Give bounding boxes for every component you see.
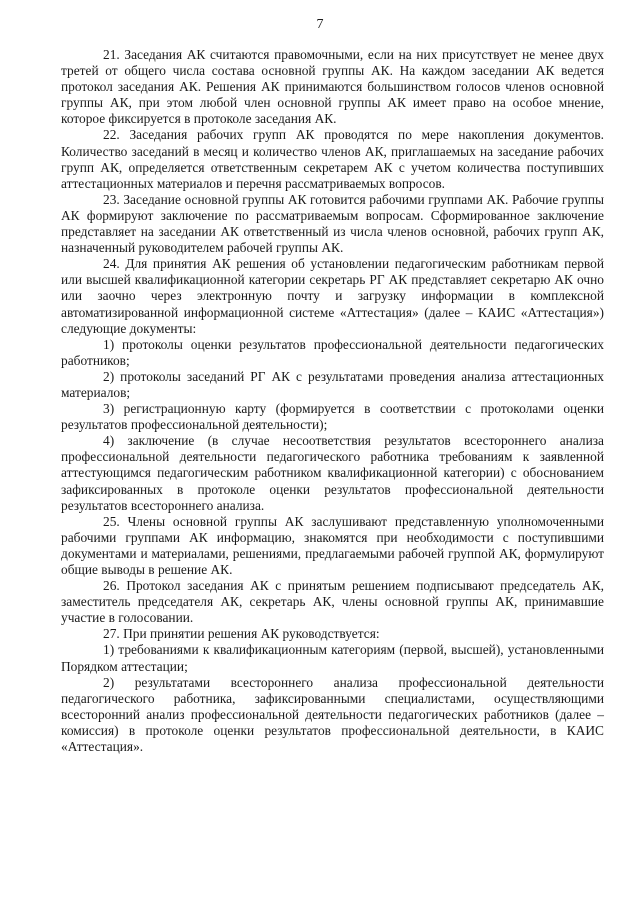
paragraph-27: 27. При принятии решения АК руководствуется: <box>103 626 380 642</box>
list-item-27-2: 2) результатами всестороннего анализа профессиональной деятельности педагогического работника, зафиксированными специалистами, осуществляющими всесторонний анализ профессиональной деятельности педагогических работников (далее – комиссия) в протоколе оценки результатов профессиональной деятельности, в КАИС «Аттестация». <box>61 674 604 755</box>
list-item-27-1: 1) требованиями к квалификационным категориям (первой, высшей), установленными Порядком аттестации; <box>61 642 604 674</box>
list-item-24-2: 2) протоколы заседаний РГ АК с результатами проведения анализа аттестационных материалов; <box>61 368 604 400</box>
paragraph-21: 21. Заседания АК считаются правомочными, если на них присутствует не менее двух третей от общего числа состава основной группы АК. На каждом заседании АК ведется протокол заседания АК. Решения АК принимаются большинством голосов членов основной группы АК, при этом любой член основной группы АК имеет право на особое мнение, которое фиксируется в протоколе заседания АК. <box>61 47 604 127</box>
list-item-24-3: 3) регистрационную карту (формируется в соответствии с протоколами оценки результатов профессиональной деятельности); <box>61 401 604 433</box>
paragraph-22: 22. Заседания рабочих групп АК проводятся по мере накопления документов. Количество заседаний в месяц и количество членов АК, приглашаемых на заседание рабочих групп АК, определяется ответственным секретарем АК с учетом количества поступивших аттестационных материалов и перечня рассматриваемых вопросов. <box>61 127 604 191</box>
paragraph-26: 26. Протокол заседания АК с принятым решением подписывают председатель АК, заместитель председателя АК, секретарь АК, члены основной группы АК, принимавшие участие в голосовании. <box>61 578 604 626</box>
paragraph-24: 24. Для принятия АК решения об установлении педагогическим работникам первой или высшей квалификационной категории секретарь РГ АК представляет секретарю АК очно или заочно через электронную почту и загрузку информации в комплексной автоматизированной информационной системе «Аттестация» (далее – КАИС «Аттестация») следующие документы: <box>61 256 604 336</box>
list-item-24-1: 1) протоколы оценки результатов профессиональной деятельности педагогических работников; <box>61 336 604 368</box>
paragraph-25: 25. Члены основной группы АК заслушивают представленную уполномоченными рабочими группами АК информацию, знакомятся при необходимости с поступившими документами и материалами, решениями, предлагаемыми рабочей группой АК, формулируют общие выводы в решение АК. <box>61 513 604 577</box>
page-number: 7 <box>316 17 324 32</box>
paragraph-23: 23. Заседание основной группы АК готовится рабочими группами АК. Рабочие группы АК формируют заключение по рассматриваемым вопросам. Сформированное заключение представляет на заседании АК ответственный из числа членов основной, рабочих групп АК, назначенный руководителем рабочей группы АК. <box>61 191 604 256</box>
document-body <box>61 47 604 755</box>
list-item-24-4: 4) заключение (в случае несоответствия результатов всестороннего анализа профессиональной деятельности педагогического работника требованиям к заявленной аттестующимся педагогическим работником квалификационной категории) с обоснованием зафиксированных в протоколе оценки результатов профессиональной деятельности результатов всестороннего анализа. <box>61 433 604 513</box>
